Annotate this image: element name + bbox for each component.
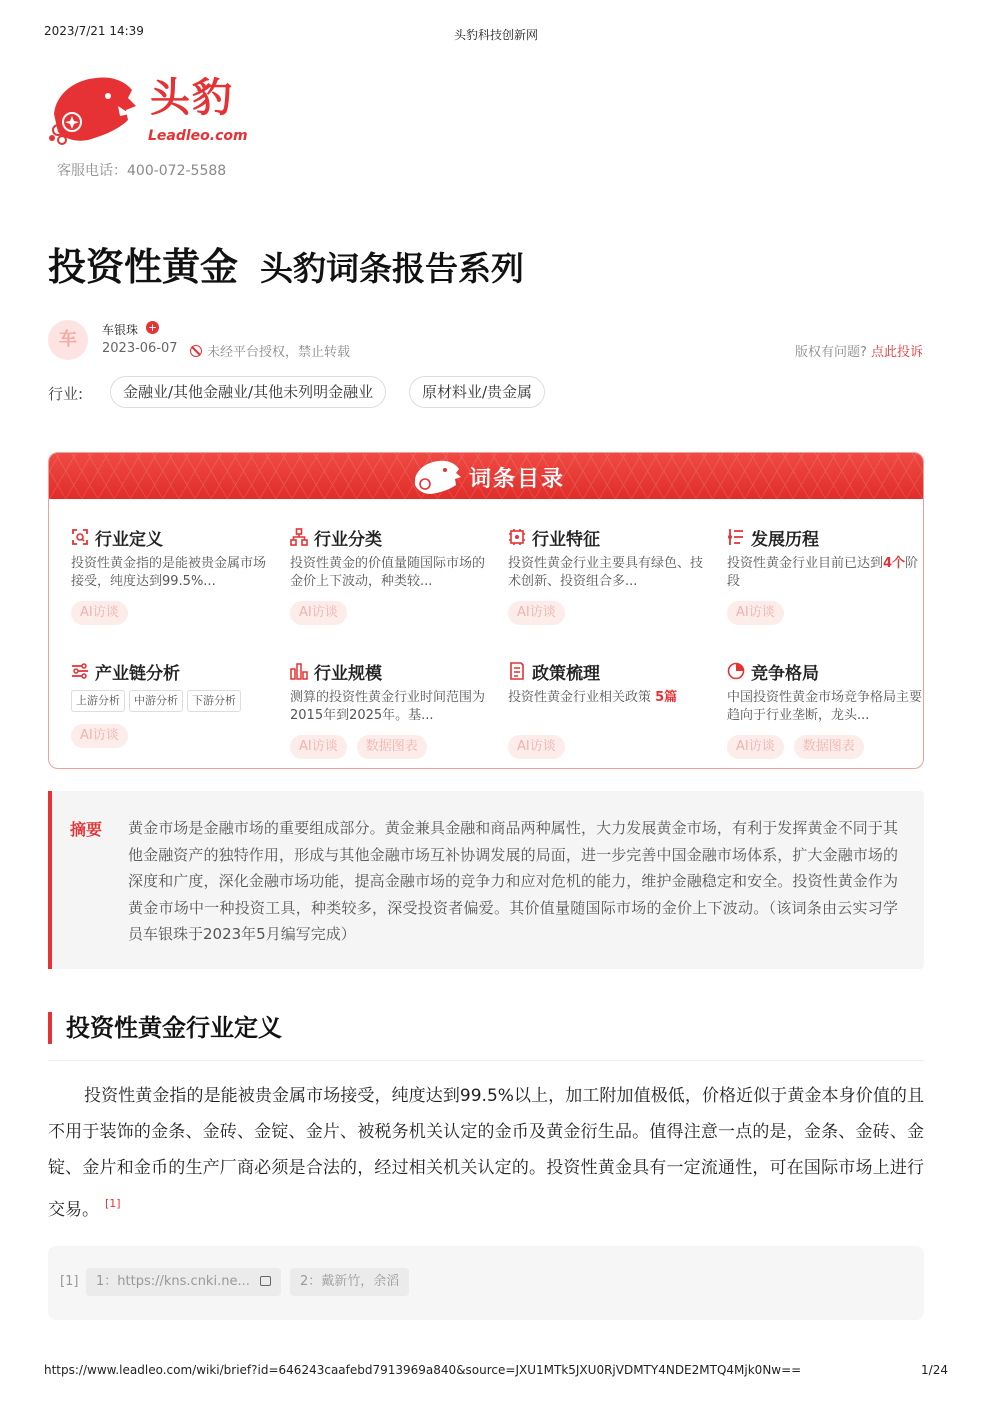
- toc-item-label: 政策梳理: [532, 664, 600, 684]
- logo-brand-cn: 头豹: [150, 75, 234, 121]
- logo-brand-en: Leadleo.com: [148, 128, 248, 144]
- reference-number: [1]: [60, 1274, 79, 1289]
- toc-item-desc: 投资性黄金指的是能被贵金属市场接受，纯度达到99.5%...: [71, 556, 267, 589]
- industry-tag[interactable]: 原材料业/贵金属: [409, 376, 545, 408]
- toc-item-label: 竞争格局: [751, 664, 819, 684]
- policy-count: 5篇: [655, 690, 678, 705]
- section-body: [48, 1078, 924, 1228]
- toc-header: [49, 453, 923, 499]
- classification-icon: [290, 528, 308, 546]
- print-header: [44, 24, 948, 40]
- external-link-icon: [260, 1276, 271, 1286]
- print-site-title: 头豹科技创新网: [453, 28, 538, 42]
- reference-item[interactable]: 2：戴新竹，余滔: [290, 1268, 409, 1296]
- data-chart-button[interactable]: 数据图表: [794, 735, 864, 759]
- page-number: 1/24: [921, 1363, 948, 1377]
- leopard-head-icon: [48, 70, 144, 150]
- print-footer: [44, 1363, 948, 1379]
- toc-card: [48, 452, 924, 769]
- ai-interview-button[interactable]: AI访谈: [727, 601, 784, 625]
- toc-item-label: 行业规模: [314, 664, 382, 684]
- service-phone: 客服电话：400-072-5588: [57, 163, 227, 179]
- section-title: 投资性黄金行业定义: [48, 1012, 282, 1044]
- reference-item[interactable]: 1：https://kns.cnki.ne...: [86, 1268, 281, 1296]
- author-verified-icon: +: [147, 321, 158, 334]
- toc-item-desc: 投资性黄金行业主要具有绿色、技术创新、投资组合多...: [508, 556, 704, 589]
- data-chart-button[interactable]: 数据图表: [357, 735, 427, 759]
- leopard-toc-icon: [411, 457, 463, 497]
- upstream-analysis-button[interactable]: 上游分析: [71, 690, 125, 712]
- ai-interview-button[interactable]: AI访谈: [71, 601, 128, 625]
- toc-item-policy[interactable]: [508, 659, 708, 759]
- ai-interview-button[interactable]: AI访谈: [290, 601, 347, 625]
- feature-icon: [508, 528, 526, 546]
- title-sub: 头豹词条报告系列: [260, 249, 525, 288]
- stage-count: 4个: [883, 556, 906, 571]
- ai-interview-button[interactable]: AI访谈: [71, 724, 128, 748]
- section-body-text: 投资性黄金指的是能被贵金属市场接受，纯度达到99.5%以上，加工附加值极低，价格近似于黄金本身价值的且不用于装饰的金条、金砖、金锭、金片、被税务机关认定的金币及黄金衍生品。值得注意一点的是，金条、金砖、金锭、金片和金币的生产厂商必须是合法的，经过相关机关认定的。投资性黄金具有一定流通性，可在国际市场上进行交易。: [48, 1086, 924, 1220]
- page-title: [48, 242, 524, 294]
- complaint-link[interactable]: 点此投诉: [870, 345, 923, 360]
- ai-interview-button[interactable]: AI访谈: [508, 601, 565, 625]
- leadleo-logo[interactable]: [48, 70, 248, 150]
- no-repost-text: 未经平台授权，禁止转载: [207, 345, 351, 360]
- toc-item-competition[interactable]: [727, 659, 924, 759]
- print-url: https://www.leadleo.com/wiki/brief?id=646243caafebd7913969a840&source=JXU1MTk5JXU0RjVDMTY4NDE2MTQ4Mjk0Nw==: [44, 1363, 802, 1377]
- toc-item-label: 发展历程: [751, 530, 819, 550]
- toc-item-features[interactable]: [508, 525, 708, 625]
- ban-icon: [190, 345, 202, 357]
- publish-date: 2023-06-07: [102, 341, 178, 356]
- toc-item-history[interactable]: [727, 525, 924, 625]
- competition-icon: [727, 662, 745, 680]
- toc-item-scale[interactable]: [290, 659, 490, 759]
- title-main: 投资性黄金: [48, 245, 239, 289]
- author-avatar[interactable]: 车: [48, 320, 88, 360]
- copyright-question: 版权有问题?: [794, 345, 867, 360]
- toc-item-desc: 投资性黄金行业目前已达到4个阶段: [727, 556, 919, 589]
- references-box: [48, 1246, 924, 1320]
- midstream-analysis-button[interactable]: 中游分析: [129, 690, 183, 712]
- toc-item-label: 产业链分析: [95, 664, 180, 684]
- toc-item-definition[interactable]: [71, 525, 271, 625]
- toc-item-label: 行业分类: [314, 530, 382, 550]
- history-icon: [727, 528, 745, 546]
- abstract-text: 黄金市场是金融市场的重要组成部分。黄金兼具金融和商品两种属性，大力发展黄金市场，有利于发挥黄金不同于其他金融资产的独特作用，形成与其他金融市场互补协调发展的局面，进一步完善中国金融市场体系，扩大金融市场的深度和广度，深化金融市场功能，提高金融市场的竞争力和应对危机的能力，维护金融稳定和安全。投资性黄金作为黄金市场中一种投资工具，种类较多，深受投资者偏爱。其价值量随国际市场的金价上下波动。（该词条由云实习学员车银珠于2023年5月编写完成）: [128, 819, 898, 943]
- ai-interview-button[interactable]: AI访谈: [290, 735, 347, 759]
- section-divider: [48, 1060, 924, 1061]
- toc-item-desc: 中国投资性黄金市场竞争格局主要趋向于行业垄断，龙头...: [727, 690, 923, 723]
- toc-item-classification[interactable]: [290, 525, 490, 625]
- author-name[interactable]: 车银珠: [102, 323, 139, 337]
- copyright-notice: [795, 341, 923, 360]
- industry-tag[interactable]: 金融业/其他金融业/其他未列明金融业: [110, 376, 386, 408]
- print-datetime: 2023/7/21 14:39: [44, 24, 144, 38]
- ai-interview-button[interactable]: AI访谈: [727, 735, 784, 759]
- toc-item-desc: 投资性黄金的价值量随国际市场的金价上下波动，种类较...: [290, 556, 486, 589]
- scale-icon: [290, 662, 308, 680]
- citation-link[interactable]: [1]: [105, 1197, 121, 1210]
- toc-item-desc: 测算的投资性黄金行业时间范围为2015年到2025年。基...: [290, 690, 486, 723]
- toc-title: 词条目录: [469, 467, 566, 492]
- chain-icon: [71, 662, 89, 680]
- abstract-box: [48, 791, 924, 969]
- abstract-label: 摘要: [70, 820, 103, 839]
- toc-item-label: 行业定义: [95, 530, 163, 550]
- toc-item-desc: 投资性黄金行业相关政策 5篇: [508, 690, 678, 705]
- definition-icon: [71, 528, 89, 546]
- policy-icon: [508, 662, 526, 680]
- toc-item-chain[interactable]: [71, 659, 271, 748]
- industry-label: 行业:: [48, 385, 84, 403]
- toc-item-label: 行业特征: [532, 530, 600, 550]
- ai-interview-button[interactable]: AI访谈: [508, 735, 565, 759]
- downstream-analysis-button[interactable]: 下游分析: [187, 690, 241, 712]
- no-repost-notice: [190, 341, 350, 360]
